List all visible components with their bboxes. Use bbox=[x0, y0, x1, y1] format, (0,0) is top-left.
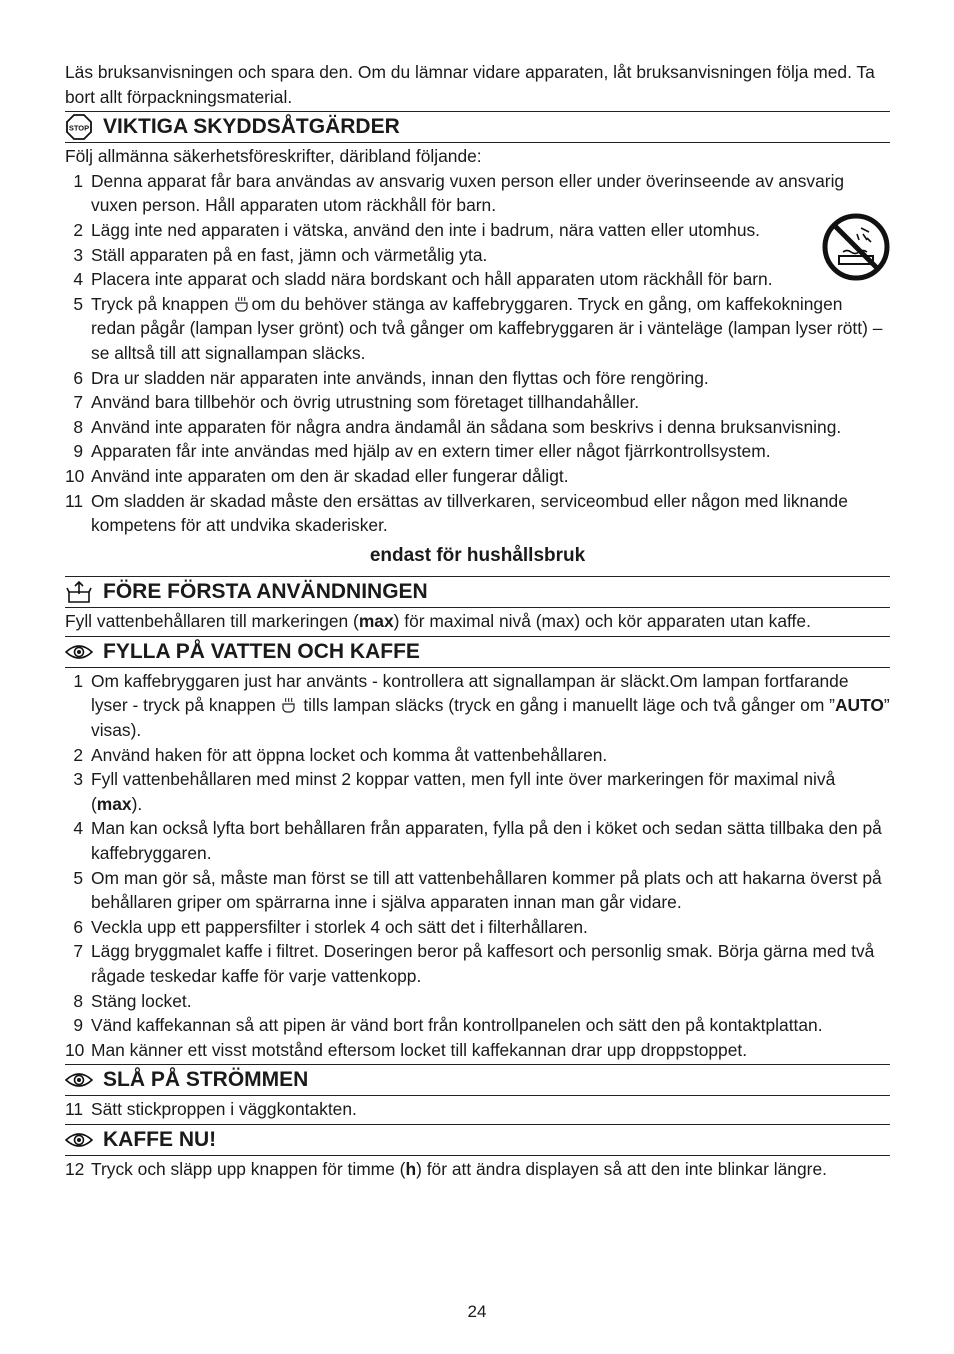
list-item: 5 Tryck på knappen om du behöver stänga av kaffebryggaren. Tryck en gång, om kaffekokningen redan pågår (lampan lyser grönt) och två gånger om kaffebryggaren är i vänteläge (lampan lyser rött) – se alltså till att signallampan släcks. bbox=[73, 293, 883, 363]
section-heading-fill bbox=[65, 636, 890, 668]
coffee-button-icon bbox=[280, 696, 298, 714]
eye-icon bbox=[65, 1068, 93, 1092]
eye-icon bbox=[65, 1128, 93, 1152]
section-title: KAFFE NU! bbox=[103, 1127, 217, 1151]
list-item: 9 Apparaten får inte användas med hjälp av en extern timer eller något fjärrkontrollsystem. bbox=[73, 441, 771, 462]
list-item: 6 Veckla upp ett pappersfilter i storlek 4 och sätt det i filterhållaren. bbox=[73, 916, 588, 937]
list-item: 5 Om man gör så, måste man först se till att vattenbehållaren kommer på plats och att hakarna överst på behållaren griper om spärrarna inne i själva apparaten innan man går vidare. bbox=[73, 867, 882, 913]
section-title: FYLLA PÅ VATTEN OCH KAFFE bbox=[103, 639, 420, 663]
page-number: 24 bbox=[467, 1302, 487, 1321]
safety-lead: Följ allmänna säkerhetsföreskrifter, däribland följande: bbox=[65, 146, 482, 167]
household-note: endast för hushållsbruk bbox=[369, 544, 586, 566]
no-water-warning-icon bbox=[821, 212, 891, 282]
list-item: 11 Om sladden är skadad måste den ersättas av tillverkaren, serviceombud eller någon med liknande kompetens för att undvika skaderisker. bbox=[65, 490, 848, 536]
section-title: SLÅ PÅ STRÖMMEN bbox=[103, 1068, 309, 1092]
fill-list bbox=[65, 669, 890, 1063]
first-use-text: Fyll vattenbehållaren till markeringen (max) för maximal nivå (max) och kör apparaten utan kaffe. bbox=[65, 611, 811, 632]
list-item: 8 Stäng locket. bbox=[73, 990, 192, 1011]
list-item: 2 Lägg inte ned apparaten i vätska, använd den inte i badrum, nära vatten eller utomhus. bbox=[73, 219, 761, 240]
list-item: 7 Använd bara tillbehör och övrig utrustning som företaget tillhandahåller. bbox=[73, 392, 640, 413]
power-list bbox=[65, 1097, 890, 1122]
list-item: 3 Fyll vattenbehållaren med minst 2 koppar vatten, men fyll inte över markeringen för maximal nivå (max). bbox=[73, 769, 836, 814]
section-heading-first-use bbox=[65, 576, 890, 608]
section-heading-safety bbox=[65, 111, 890, 143]
list-item: 1 Denna apparat får bara användas av ansvarig vuxen person eller under överinseende av ansvarig vuxen person. Håll apparaten utom räckhåll för barn. bbox=[73, 170, 845, 216]
svg-text:STOP: STOP bbox=[68, 123, 90, 133]
list-item: 12 Tryck och släpp upp knappen för timme (h) för att ändra displayen så att den inte blinkar längre. bbox=[65, 1158, 827, 1179]
coffee-list bbox=[65, 1157, 890, 1182]
list-item: 8 Använd inte apparaten för några andra ändamål än sådana som beskrivs i denna bruksanvisning. bbox=[73, 416, 842, 437]
section-heading-coffee bbox=[65, 1124, 890, 1156]
coffee-button-icon bbox=[233, 295, 251, 313]
list-item: 4 Placera inte apparat och sladd nära bordskant och håll apparaten utom räckhåll för barn. bbox=[73, 269, 773, 290]
document-page bbox=[65, 60, 890, 1182]
list-item: 4 Man kan också lyfta bort behållaren från apparaten, fylla på den i köket och sedan sätta tillbaka den på kaffebryggaren. bbox=[73, 818, 882, 864]
safety-list bbox=[65, 169, 890, 538]
stop-sign-icon bbox=[65, 115, 93, 139]
section-title: VIKTIGA SKYDDSÅTGÄRDER bbox=[103, 114, 400, 138]
list-item: 10 Man känner ett visst motstånd eftersom locket till kaffekannan drar upp droppstoppet. bbox=[65, 1039, 748, 1060]
list-item: 9 Vänd kaffekannan så att pipen är vänd bort från kontrollpanelen och sätt den på kontaktplattan. bbox=[73, 1015, 823, 1036]
section-title: FÖRE FÖRSTA ANVÄNDNINGEN bbox=[103, 579, 428, 603]
list-item: 2 Använd haken för att öppna locket och komma åt vattenbehållaren. bbox=[73, 744, 608, 765]
intro-text: Läs bruksanvisningen och spara den. Om du lämnar vidare apparaten, låt bruksanvisningen följa med. Ta bort allt förpackningsmaterial. bbox=[65, 62, 875, 107]
list-item: 7 Lägg bryggmalet kaffe i filtret. Doseringen beror på kaffesort och personlig smak. Börja gärna med två rågade teskedar kaffe för varje vattenkopp. bbox=[73, 941, 875, 986]
section-heading-power bbox=[65, 1064, 890, 1096]
list-item: 10 Använd inte apparaten om den är skadad eller fungerar dåligt. bbox=[65, 465, 569, 486]
unpack-box-icon bbox=[65, 580, 93, 604]
list-item: 3 Ställ apparaten på en fast, jämn och värmetålig yta. bbox=[73, 244, 488, 265]
list-item: 1 Om kaffebryggaren just har använts - kontrollera att signallampan är släckt.Om lampan fortfarande lyser - tryck på knappen tills lampan släcks (tryck en gång i manuellt läge och två gånger om ”AUTO” visas). bbox=[73, 670, 890, 741]
eye-icon bbox=[65, 640, 93, 664]
list-item: 11 Sätt stickproppen i väggkontakten. bbox=[65, 1099, 357, 1120]
list-item: 6 Dra ur sladden när apparaten inte används, innan den flyttas och före rengöring. bbox=[73, 367, 709, 388]
